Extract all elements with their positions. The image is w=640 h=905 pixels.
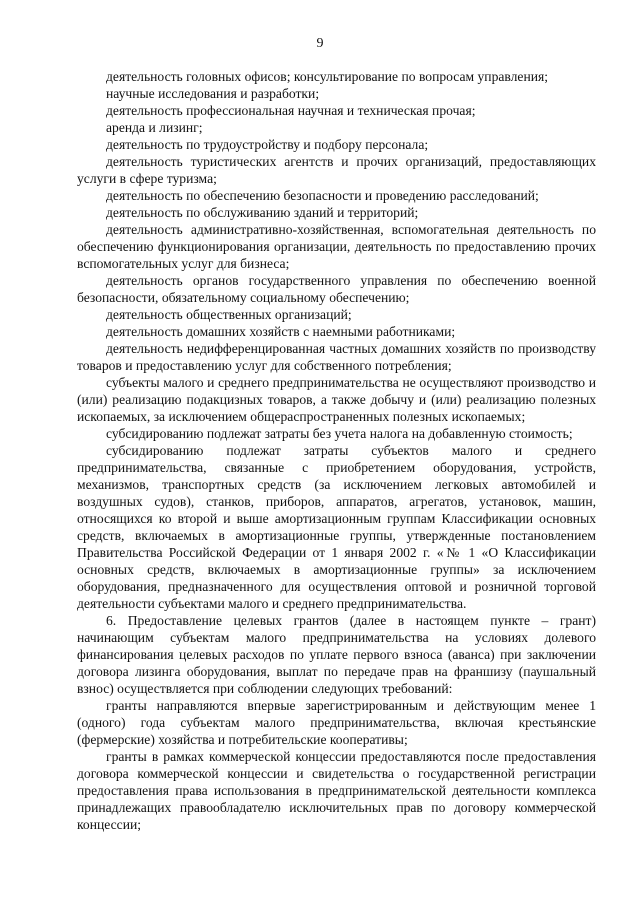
paragraph: аренда и лизинг; <box>106 120 203 135</box>
paragraph: субсидированию подлежат затраты без учета налога на добавленную стоимость; <box>106 426 573 441</box>
paragraph: субсидированию подлежат затраты субъектов малого и среднего предпринимательства, связанные с приобретением оборудования, устройств, механизмов, транспортных средств (за исключением легковых автомобилей и воздушных судов), станков, приборов, аппаратов, агрегатов, установок, машин, относящихся ко второй и выше амортизационным группам Классификации основных средств, включаемых в амортизационные группы, утвержденные постановлением Правительства Российской Федерации от 1 января 2002 г. «№ 1 «О Классификации основных средств, включаемых в амортизационные группы» за исключением оборудования, предназначенного для осуществления оптовой и розничной торговой деятельности субъектами малого и среднего предпринимательства. <box>77 443 596 611</box>
paragraph: деятельность по трудоустройству и подбору персонала; <box>106 137 429 152</box>
paragraph: деятельность по обеспечению безопасности и проведению расследований; <box>106 188 539 203</box>
page-number: 9 <box>316 36 324 51</box>
document-body <box>77 68 596 833</box>
paragraph: субъекты малого и среднего предпринимательства не осуществляют производство и (или) реализацию подакцизных товаров, а также добычу и (или) реализацию полезных ископаемых, за исключением общераспространенных полезных ископаемых; <box>77 375 596 424</box>
paragraph: деятельность головных офисов; консультирование по вопросам управления; <box>106 69 549 84</box>
paragraph: 6. Предоставление целевых грантов (далее в настоящем пункте – грант) начинающим субъектам малого предпринимательства на условиях долевого финансирования целевых расходов по уплате первого взноса (аванса) при заключении договора лизинга оборудования, выплат по передаче прав на франшизу (паушальный взнос) осуществляется при соблюдении следующих требований: <box>77 613 596 696</box>
paragraph: деятельность туристических агентств и прочих организаций, предоставляющих услуги в сфере туризма; <box>77 154 596 186</box>
paragraph: деятельность общественных организаций; <box>106 307 352 322</box>
paragraph: научные исследования и разработки; <box>106 86 320 101</box>
paragraph: гранты в рамках коммерческой концессии предоставляются после предоставления договора коммерческой концессии и свидетельства о государственной регистрации предоставления права использования в предпринимательской деятельности комплекса принадлежащих правообладателю исключительных прав по договору коммерческой концессии; <box>77 749 596 832</box>
paragraph: деятельность органов государственного управления по обеспечению военной безопасности, обязательному социальному обеспечению; <box>77 273 596 305</box>
paragraph: деятельность домашних хозяйств с наемными работниками; <box>106 324 456 339</box>
paragraph: деятельность по обслуживанию зданий и территорий; <box>106 205 419 220</box>
paragraph: деятельность профессиональная научная и техническая прочая; <box>106 103 476 118</box>
paragraph: гранты направляются впервые зарегистрированным и действующим менее 1 (одного) года субъектам малого предпринимательства, включая крестьянские (фермерские) хозяйства и потребительские кооперативы; <box>77 698 596 747</box>
paragraph: деятельность административно-хозяйственная, вспомогательная деятельность по обеспечению функционирования организации, деятельность по предоставлению прочих вспомогательных услуг для бизнеса; <box>77 222 596 271</box>
paragraph: деятельность недифференцированная частных домашних хозяйств по производству товаров и предоставлению услуг для собственного потребления; <box>77 341 596 373</box>
